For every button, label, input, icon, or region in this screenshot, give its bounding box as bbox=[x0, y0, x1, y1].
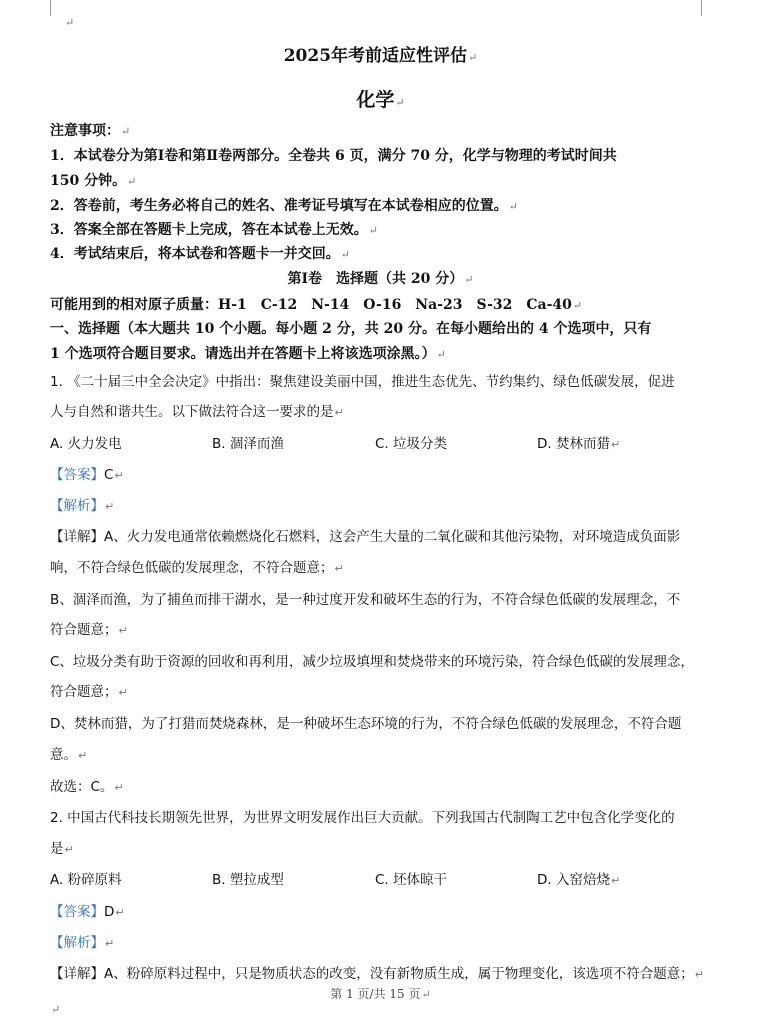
q1-detail-a-cont: 响，不符合绿色低碳的发展理念，不符合题意；↵ bbox=[50, 560, 344, 576]
crop-mark-left bbox=[50, 0, 51, 16]
notice-item-4: 4．考试结束后，将本试卷和答题卡一并交回。↵ bbox=[50, 246, 350, 262]
q2-option-d: D. 入窑焙烧↵ bbox=[537, 872, 621, 888]
page-footer: 第 1 页/共 15 页↵ bbox=[330, 987, 431, 1001]
q1-conclusion: 故选：C。↵ bbox=[50, 779, 124, 795]
q1-option-c: C. 垃圾分类 bbox=[375, 436, 448, 452]
atomic-masses: 可能用到的相对原子质量：H-1 C-12 N-14 O-16 Na-23 S-32 Ca-40↵ bbox=[50, 297, 583, 313]
q1-answer: 【答案】C↵ bbox=[50, 467, 124, 483]
section-instructions-cont: 1 个选项符合题目要求。请选出并在答题卡上将该选项涂黑。）↵ bbox=[50, 346, 446, 362]
crop-mark-right bbox=[701, 0, 702, 16]
paragraph-mark-icon: ↵ bbox=[65, 16, 75, 29]
q1-option-a: A. 火力发电 bbox=[50, 436, 122, 452]
q1-detail-b-cont: 符合题意；↵ bbox=[50, 622, 128, 638]
subject-title: 化学↵ bbox=[356, 89, 405, 111]
q2-option-b: B. 塑拉成型 bbox=[212, 872, 284, 888]
section-title: 第Ⅰ卷 选择题（共 20 分）↵ bbox=[287, 271, 474, 287]
q1-detail-c: C、垃圾分类有助于资源的回收和再利用，减少垃圾填埋和焚烧带来的环境污染，符合绿色低碳的发展理念， bbox=[50, 654, 694, 670]
q2-option-a: A. 粉碎原料 bbox=[50, 872, 122, 888]
q1-detail-d-cont: 意。↵ bbox=[50, 747, 88, 763]
notice-heading: 注意事项：↵ bbox=[50, 123, 131, 139]
q2-detail-a: 【详解】A、粉碎原料过程中，只是物质状态的改变，没有新物质生成，属于物理变化，该选项不符合题意；↵ bbox=[50, 966, 704, 982]
q2-option-c: C. 坯体晾干 bbox=[375, 872, 448, 888]
trailing-paragraph-mark-icon: ↵ bbox=[51, 1003, 61, 1016]
notice-item-1-cont: 150 分钟。↵ bbox=[50, 173, 137, 189]
q2-stem: 2. 中国古代科技长期领先世界，为世界文明发展作出巨大贡献。下列我国古代制陶工艺中包含化学变化的 bbox=[50, 810, 675, 826]
q1-stem-cont: 人与自然和谐共生。以下做法符合这一要求的是↵ bbox=[50, 404, 344, 420]
q1-detail-b: B、涸泽而渔，为了捕鱼而排干湖水，是一种过度开发和破坏生态的行为，不符合绿色低碳的发展理念，不 bbox=[50, 592, 681, 608]
q1-option-b: B. 涸泽而渔 bbox=[212, 436, 284, 452]
q2-stem-cont: 是↵ bbox=[50, 841, 74, 857]
q1-detail-a: 【详解】A、火力发电通常依赖燃烧化石燃料，这会产生大量的二氧化碳和其他污染物，对环境造成负面影 bbox=[50, 529, 681, 545]
q1-stem: 1. 《二十届三中全会决定》中指出：聚焦建设美丽中国，推进生态优先、节约集约、绿色低碳发展，促进 bbox=[50, 374, 675, 390]
q1-detail-d: D、焚林而猎，为了打猎而焚烧森林，是一种破坏生态环境的行为，不符合绿色低碳的发展理念，不符合题 bbox=[50, 716, 682, 732]
q2-answer: 【答案】D↵ bbox=[50, 904, 125, 920]
q1-analysis: 【解析】↵ bbox=[50, 498, 115, 514]
exam-title: 2025年考前适应性评估↵ bbox=[283, 46, 478, 66]
q2-analysis: 【解析】↵ bbox=[50, 935, 115, 951]
q1-detail-c-cont: 符合题意；↵ bbox=[50, 684, 128, 700]
notice-item-3: 3．答案全部在答题卡上完成，答在本试卷上无效。↵ bbox=[50, 222, 378, 238]
section-instructions: 一、选择题（本大题共 10 个小题。每小题 2 分，共 20 分。在每小题给出的 4 个选项中，只有 bbox=[50, 321, 652, 337]
notice-item-2: 2．答卷前，考生务必将自己的姓名、准考证号填写在本试卷相应的位置。↵ bbox=[50, 198, 518, 214]
notice-item-1: 1．本试卷分为第Ⅰ卷和第Ⅱ卷两部分。全卷共 6 页，满分 70 分，化学与物理的考试时间共 bbox=[50, 148, 617, 164]
q1-option-d: D. 焚林而猎↵ bbox=[537, 436, 621, 452]
